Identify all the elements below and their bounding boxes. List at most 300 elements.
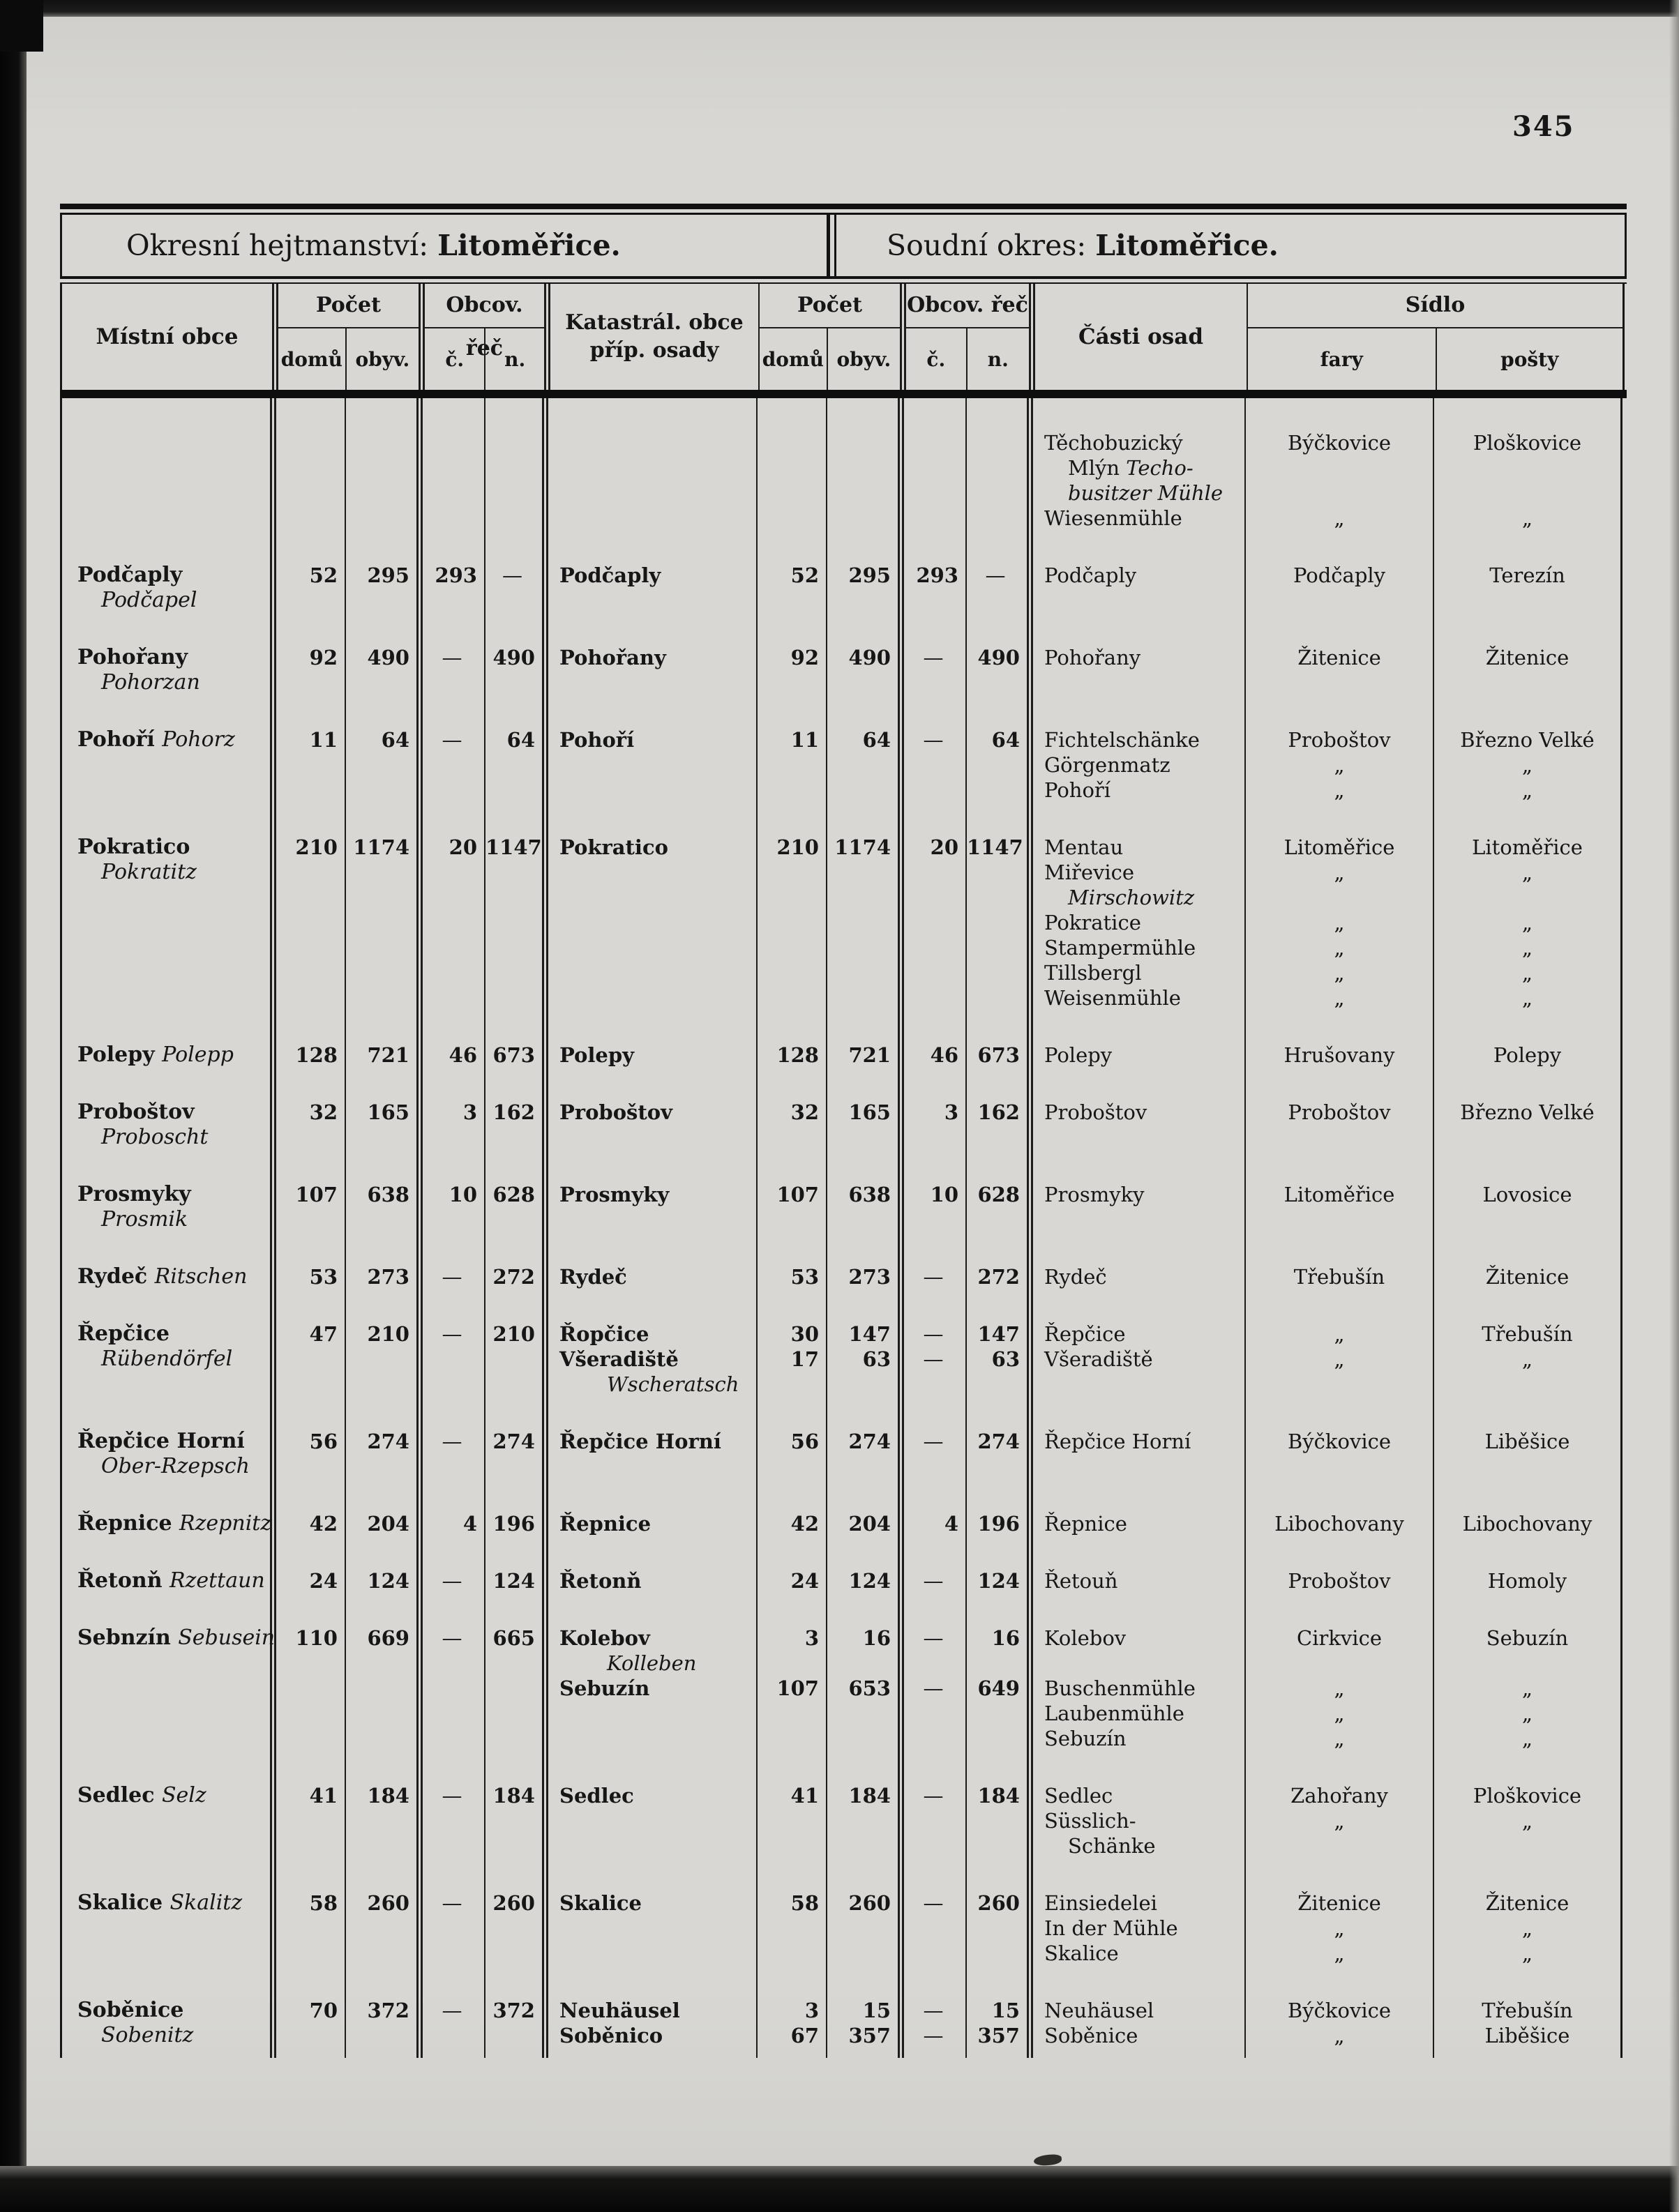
cell-n1 [485, 398, 548, 531]
cell-d2 [758, 803, 827, 1010]
table-line: 273 [367, 1265, 409, 1289]
table-line [1434, 1651, 1620, 1676]
table-body [60, 398, 1627, 2058]
table-line: 638 [367, 1183, 409, 1206]
table-line [559, 1125, 756, 1150]
cell-n2 [967, 531, 1033, 613]
cell-o1 [346, 1010, 423, 1068]
cell-c2 [904, 1536, 967, 1593]
table-line [276, 1916, 345, 1941]
table-line [485, 480, 542, 506]
text-run: Techo- [1126, 456, 1194, 480]
cell-p [1033, 695, 1246, 803]
table-line [423, 910, 484, 935]
table-line [346, 752, 416, 778]
table-line: Žitenice [1485, 1891, 1569, 1915]
table-line [77, 1998, 270, 2023]
col-label-obcov-rec: Obcov. řeč [425, 284, 544, 328]
table-line: 53 [790, 1265, 819, 1289]
cell-p [1033, 1966, 1246, 2058]
col-label-posty: pošty [1436, 328, 1623, 390]
table-line [423, 1651, 484, 1676]
table-line [758, 1454, 826, 1479]
table-line: 3 [804, 1999, 819, 2022]
cell-t [1434, 398, 1622, 531]
table-line: 67 [790, 2024, 819, 2047]
table-line [1246, 588, 1433, 613]
table-line [827, 480, 898, 506]
cell-n1 [485, 1858, 548, 1966]
table-line [77, 1676, 270, 1701]
table-line: — [923, 1322, 944, 1346]
table-line: — [923, 1891, 944, 1915]
header-heavy-rule [60, 390, 1627, 398]
table-line [559, 1916, 756, 1941]
table-line [423, 506, 484, 531]
table-line [77, 1125, 270, 1150]
col-label-obyv: obyv. [345, 328, 419, 390]
table-line [346, 1833, 416, 1858]
table-line: 1174 [834, 835, 891, 859]
table-line [904, 1916, 965, 1941]
cell-p [1033, 1010, 1246, 1068]
table-line: Laubenmühle [1044, 1702, 1184, 1725]
table-row-group [60, 1010, 1627, 1068]
table-line [758, 985, 826, 1010]
table-line [423, 1916, 484, 1941]
table-line: 295 [367, 563, 409, 587]
text-run: Soběnico [559, 2024, 663, 2047]
cell-o2 [827, 1536, 904, 1593]
table-line: 58 [790, 1891, 819, 1915]
table-line [77, 1511, 270, 1536]
table-line: Wiesenmühle [1044, 506, 1182, 530]
gazetteer-table [60, 204, 1627, 2058]
table-line [559, 455, 756, 480]
table-line [77, 1043, 270, 1068]
table-line [967, 1207, 1027, 1232]
table-line: 17 [790, 1347, 819, 1371]
judicial-district-value: Litoměřice. [1095, 229, 1279, 262]
cell-t [1434, 1751, 1622, 1858]
text-run: Sedlec [77, 1783, 162, 1808]
table-line: Zahořany [1290, 1784, 1388, 1808]
cell-d1 [276, 1010, 346, 1068]
table-line [827, 588, 898, 613]
col-label-obcov-rec: Obcov. řeč [906, 284, 1029, 328]
table-line [276, 1372, 345, 1397]
cell-o1 [346, 1397, 423, 1479]
table-line [827, 430, 898, 455]
text-run: Polepy [77, 1043, 163, 1067]
table-line [77, 506, 270, 531]
cell-p [1033, 1751, 1246, 1858]
cell-o2 [827, 1010, 904, 1068]
table-line: 32 [790, 1100, 819, 1124]
text-run: Proboštov [559, 1100, 672, 1124]
cell-n1 [485, 1232, 548, 1289]
cell-o2 [827, 1068, 904, 1150]
table-line: 63 [991, 1347, 1020, 1371]
table-line [758, 960, 826, 985]
table-line: Podčaply [1044, 563, 1137, 587]
table-line: 721 [367, 1043, 409, 1067]
table-line [485, 1207, 542, 1232]
table-line [827, 860, 898, 885]
table-line [77, 1651, 270, 1676]
table-line: 15 [862, 1999, 891, 2022]
text-run: Ober-Rzepsch [101, 1454, 250, 1478]
table-line [423, 2023, 484, 2048]
table-line: Görgenmatz [1044, 753, 1170, 777]
table-line: — [442, 646, 462, 669]
table-line [77, 860, 270, 885]
table-line: — [442, 1626, 462, 1650]
cell-p [1033, 1068, 1246, 1150]
table-line [77, 1100, 270, 1125]
table-line [77, 670, 270, 695]
text-run: Sebuzín [559, 1676, 650, 1700]
table-line: 10 [449, 1183, 477, 1206]
table-line: Neuhäusel [1044, 1999, 1154, 2022]
table-line: 53 [309, 1265, 338, 1289]
table-line [827, 1808, 898, 1833]
table-line: 165 [367, 1100, 409, 1124]
table-line [559, 860, 756, 885]
cell-o2 [827, 1593, 904, 1751]
cell-o1 [346, 531, 423, 613]
table-line: 357 [848, 2024, 891, 2047]
table-line: 41 [790, 1784, 819, 1808]
cell-p [1033, 613, 1246, 695]
table-line: Litoměřice [1283, 835, 1395, 859]
table-line [967, 1941, 1027, 1966]
table-line [967, 480, 1027, 506]
cell-c2 [904, 695, 967, 803]
table-line: Všeradiště [1044, 1347, 1153, 1371]
table-line: 1147 [967, 835, 1023, 859]
text-run: Řepnice [77, 1511, 180, 1536]
table-line: Liběšice [1484, 2024, 1570, 2047]
cell-p [1033, 1593, 1246, 1751]
table-row-group [60, 695, 1627, 803]
band-bottom-rule [60, 276, 1627, 284]
cell-o2 [827, 1150, 904, 1232]
table-line [77, 1207, 270, 1232]
table-line [758, 935, 826, 960]
table-line [276, 588, 345, 613]
cell-t [1434, 1289, 1622, 1397]
table-line: 260 [367, 1891, 409, 1915]
cell-k [548, 1479, 758, 1536]
table-line: 490 [848, 646, 891, 669]
table-line [276, 1207, 345, 1232]
cell-t [1434, 531, 1622, 613]
table-line [559, 1182, 756, 1207]
table-line [758, 1207, 826, 1232]
table-line [904, 1701, 965, 1726]
table-line [559, 935, 756, 960]
table-line: 357 [977, 2024, 1020, 2047]
table-line [559, 960, 756, 985]
table-line [967, 1916, 1027, 1941]
table-line: „ [1334, 1916, 1345, 1940]
text-run: Mirschowitz [1068, 886, 1195, 909]
table-line: — [985, 563, 1006, 587]
cell-k [548, 1232, 758, 1289]
table-line: — [923, 1784, 944, 1808]
cell-c1 [423, 613, 485, 695]
table-line: — [442, 1265, 462, 1289]
table-line [77, 1726, 270, 1751]
table-line: 46 [930, 1043, 958, 1067]
table-line: 274 [977, 1430, 1020, 1453]
table-line [559, 1321, 756, 1347]
text-run: Pokratitz [101, 860, 197, 884]
cell-t [1434, 1232, 1622, 1289]
cell-o2 [827, 1232, 904, 1289]
table-line [485, 670, 542, 695]
table-line: — [923, 2024, 944, 2047]
table-line [559, 1372, 756, 1397]
table-row-group [60, 1751, 1627, 1858]
cell-n2 [967, 803, 1033, 1010]
text-run: Rzettaun [169, 1568, 265, 1593]
table-line: Tillsbergl [1044, 961, 1142, 985]
cell-d2 [758, 1593, 827, 1751]
table-line [346, 670, 416, 695]
table-line: „ [1521, 778, 1533, 802]
table-line: Homoly [1487, 1569, 1567, 1593]
table-line [423, 1726, 484, 1751]
table-line: „ [1521, 1941, 1533, 1965]
table-line [77, 1568, 270, 1593]
table-line: „ [1334, 778, 1345, 802]
cell-f [1246, 1150, 1434, 1232]
cell-o2 [827, 531, 904, 613]
cell-t [1434, 1150, 1622, 1232]
table-line [967, 430, 1027, 455]
cell-f [1246, 1010, 1434, 1068]
table-line [904, 960, 965, 985]
table-line: 15 [991, 1999, 1020, 2022]
cell-c1 [423, 1536, 485, 1593]
col-label-domu: domů [280, 347, 342, 371]
cell-t [1434, 613, 1622, 695]
table-line: 184 [848, 1784, 891, 1808]
cell-c1 [423, 1479, 485, 1536]
table-line [276, 860, 345, 885]
table-line [276, 1941, 345, 1966]
cell-n2 [967, 1289, 1033, 1397]
cell-c2 [904, 1858, 967, 1966]
table-line [967, 1808, 1027, 1833]
table-line [967, 506, 1027, 531]
district-captaincy-title [62, 229, 827, 262]
table-line: 92 [309, 646, 338, 669]
table-line [904, 1651, 965, 1676]
table-line: 58 [309, 1891, 338, 1915]
col-header-pocet-2 [760, 284, 906, 390]
table-line [77, 1321, 270, 1347]
table-line [559, 480, 756, 506]
table-row-group [60, 1397, 1627, 1479]
table-line: „ [1334, 1941, 1345, 1965]
table-row-group [60, 1536, 1627, 1593]
cell-n2 [967, 1397, 1033, 1479]
table-line [758, 1726, 826, 1751]
table-line [758, 778, 826, 803]
col-label-c: č. [926, 347, 946, 371]
cell-d2 [758, 1397, 827, 1479]
table-line [758, 1808, 826, 1833]
table-line [559, 1998, 756, 2023]
table-line [758, 752, 826, 778]
cell-d1 [276, 1858, 346, 1966]
table-line: 11 [790, 728, 819, 752]
cell-n1 [485, 695, 548, 803]
cell-p [1033, 1536, 1246, 1593]
table-line [827, 506, 898, 531]
cell-d1 [276, 1479, 346, 1536]
table-line: 162 [977, 1100, 1020, 1124]
table-line [276, 2023, 345, 2048]
table-line [827, 1941, 898, 1966]
table-line [904, 1207, 965, 1232]
table-row-group [60, 1593, 1627, 1751]
table-line: Stampermühle [1044, 936, 1196, 960]
table-line [276, 1833, 345, 1858]
table-line [758, 430, 826, 455]
table-line: Terezín [1489, 563, 1565, 587]
text-run: Skalitz [170, 1891, 243, 1915]
cell-k [548, 1010, 758, 1068]
table-line [346, 778, 416, 803]
table-line [485, 935, 542, 960]
table-line: „ [1521, 1809, 1533, 1833]
cell-o1 [346, 1966, 423, 2058]
text-run: Podčaply [559, 563, 661, 587]
table-line [967, 455, 1027, 480]
cell-m [60, 1751, 276, 1858]
table-line: 260 [848, 1891, 891, 1915]
table-line: — [442, 1569, 462, 1593]
cell-p [1033, 1232, 1246, 1289]
cell-o2 [827, 1289, 904, 1397]
cell-t [1434, 1397, 1622, 1479]
cell-o2 [827, 613, 904, 695]
top-double-rule [60, 204, 1627, 215]
table-line [827, 935, 898, 960]
table-line [77, 2023, 270, 2048]
table-line: Proboštov [1288, 728, 1391, 752]
table-line [276, 430, 345, 455]
table-line [346, 885, 416, 910]
table-line: Řepčice [1044, 1322, 1126, 1346]
table-line [423, 588, 484, 613]
table-line: „ [1521, 936, 1533, 960]
table-line [77, 480, 270, 506]
table-line [827, 1125, 898, 1150]
cell-m [60, 531, 276, 613]
table-line: Rydeč [1044, 1265, 1107, 1289]
cell-n1 [485, 613, 548, 695]
cell-o2 [827, 1397, 904, 1479]
table-line [346, 985, 416, 1010]
cell-d1 [276, 1593, 346, 1751]
cell-o1 [346, 398, 423, 531]
cell-m [60, 1479, 276, 1536]
table-line [1044, 1833, 1244, 1858]
cell-c2 [904, 1593, 967, 1751]
table-line: Litoměřice [1283, 1183, 1395, 1206]
table-line [559, 1808, 756, 1833]
table-line [485, 885, 542, 910]
table-line: Einsiedelei [1044, 1891, 1157, 1915]
cell-t [1434, 1536, 1622, 1593]
table-line [758, 1701, 826, 1726]
cell-f [1246, 1289, 1434, 1397]
table-line: 721 [848, 1043, 891, 1067]
table-line: 272 [977, 1265, 1020, 1289]
cell-m [60, 803, 276, 1010]
text-run: Rydeč [559, 1265, 627, 1289]
text-run: Pohořany [559, 646, 666, 669]
table-line: 669 [367, 1626, 409, 1650]
table-line [276, 1701, 345, 1726]
table-line: Kolebov [1044, 1626, 1127, 1650]
table-line [423, 1347, 484, 1372]
table-line [559, 778, 756, 803]
table-line [758, 1916, 826, 1941]
cell-k [548, 1397, 758, 1479]
text-run: Pohoří [559, 728, 635, 752]
table-line [1246, 480, 1433, 506]
cell-c2 [904, 613, 967, 695]
table-line: Süsslich- [1044, 1809, 1136, 1833]
cell-o2 [827, 695, 904, 803]
table-line: 274 [367, 1430, 409, 1453]
table-line: 64 [381, 728, 409, 752]
cell-t [1434, 1858, 1622, 1966]
table-line [758, 506, 826, 531]
table-line: 665 [492, 1626, 535, 1650]
text-run: Wscheratsch [607, 1372, 739, 1396]
cell-k [548, 1068, 758, 1150]
table-line [346, 1125, 416, 1150]
table-row-group [60, 1289, 1627, 1397]
table-line: „ [1334, 2024, 1345, 2047]
table-row-group [60, 1232, 1627, 1289]
table-line [346, 1207, 416, 1232]
cell-n2 [967, 1068, 1033, 1150]
table-line [423, 1372, 484, 1397]
table-line: 210 [776, 835, 819, 859]
cell-f [1246, 1751, 1434, 1858]
cell-d2 [758, 613, 827, 695]
cell-k [548, 1751, 758, 1858]
table-line: Březno Velké [1460, 1100, 1595, 1124]
table-line: Březno Velké [1460, 728, 1595, 752]
cell-k [548, 1536, 758, 1593]
table-line: „ [1334, 986, 1345, 1010]
table-line [967, 960, 1027, 985]
text-run: Sobenitz [101, 2023, 194, 2047]
table-line: „ [1334, 1322, 1345, 1346]
text-run: Pohořany [77, 645, 188, 669]
table-line: 490 [977, 646, 1020, 669]
table-line [1246, 1125, 1433, 1150]
